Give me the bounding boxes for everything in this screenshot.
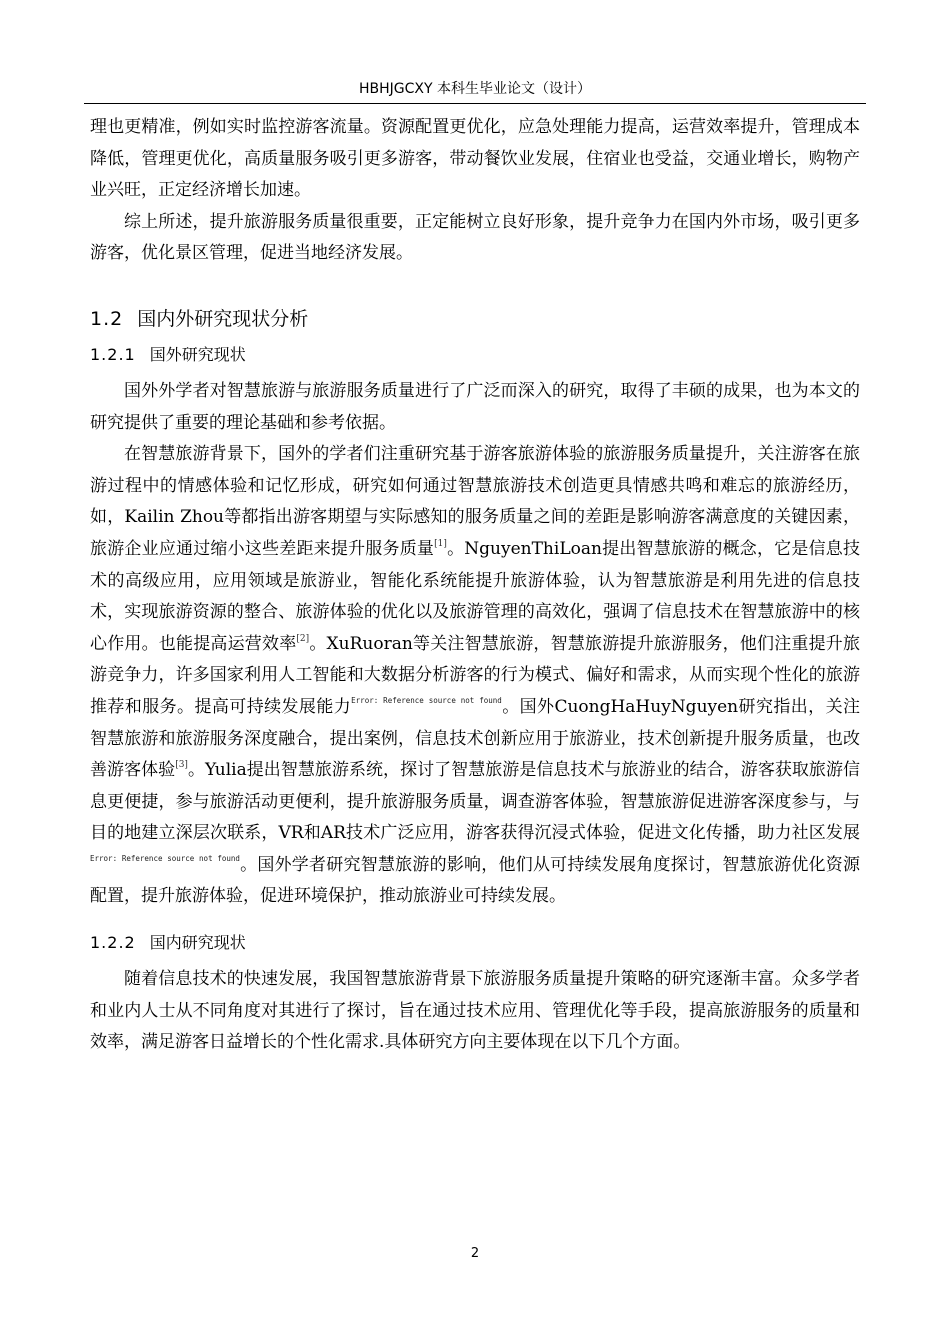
section-1-2-title: 国内外研究现状分析 [137,307,309,330]
citation-1[interactable]: [1] [434,538,447,549]
section-1-2-1-heading [90,344,860,366]
text-run: 。Yulia提出智慧旅游系统，探讨了智慧旅游是信息技术与旅游业的结合，游客获取旅游信息更便捷，参与旅游活动更便利，提升旅游服务质量，调查游客体验，智慧旅游促进游客深度参与，与目的地建立深层次联系，VR和AR技术广泛应用，游客获得沉浸式体验，促进文化传播，助力社区发展 [90,760,861,844]
text-run: 。XuRuoran等关注智慧旅游，智慧旅游提升旅游服务，他们注重提升旅游竞争力，许多国家利用人工智能和大数据分析游客的行为模式、偏好和需求，从而实现个性化的旅游推荐和服务。提高可持续发展能力 [90,633,861,717]
document-body [90,112,860,1059]
section-1-2-heading [90,307,860,331]
section-1-2-1-heading-wrap [90,344,860,366]
foreign-research-paragraph-2 [90,439,860,913]
citation-2[interactable]: [2] [296,633,310,644]
header-title: HBHJGCXY 本科生毕业论文（设计） [358,81,591,97]
reference-error-1: Error: Reference source not found [351,695,502,705]
section-1-2-2-heading [90,932,860,954]
section-1-2-2-number: 1.2.2 [90,933,136,953]
section-1-2-heading-wrap [90,307,860,331]
citation-3[interactable]: [3] [175,760,188,771]
text-run: 。NguyenThiLoan提出智慧旅游的概念，它是信息技术的高级应用，应用领域是旅游业，智能化系统能提升旅游体验，认为智慧旅游是利用先进的信息技术，实现旅游资源的整合、旅游体验的优化以及旅游管理的高效化，强调了信息技术在智慧旅游中的核心作用。也能提高运营效率 [90,538,860,654]
intro-paragraph-1: 理也更精准，例如实时监控游客流量。资源配置更优化，应急处理能力提高，运营效率提升，管理成本降低，管理更优化，高质量服务吸引更多游客，带动餐饮业发展，住宿业也受益，交通业增长，购物产业兴旺，正定经济增长加速。 [90,117,860,201]
text-run: 。国外CuongHaHuyNguyen研究指出，关注智慧旅游和旅游服务深度融合，提出案例，信息技术创新应用于旅游业，技术创新提升服务质量，也改善游客体验 [90,696,861,781]
section-1-2-2-title: 国内研究现状 [149,933,246,953]
intro-paragraph-2: 综上所述，提升旅游服务质量很重要，正定能树立良好形象，提升竞争力在国内外市场，吸引更多游客，优化景区管理，促进当地经济发展。 [90,211,860,264]
section-1-2-2-heading-wrap [90,932,860,954]
domestic-research-paragraph-1: 随着信息技术的快速发展，我国智慧旅游背景下旅游服务质量提升策略的研究逐渐丰富。众多学者和业内人士从不同角度对其进行了探讨，旨在通过技术应用、管理优化等手段，提高旅游服务的质量和效率，满足游客日益增长的个性化需求.具体研究方向主要体现在以下几个方面。 [90,969,860,1053]
foreign-research-paragraph-1: 国外外学者对智慧旅游与旅游服务质量进行了广泛而深入的研究，取得了丰硕的成果，也为本文的研究提供了重要的理论基础和参考依据。 [90,380,860,433]
header-divider [84,103,866,104]
section-1-2-1-title: 国外研究现状 [149,344,246,364]
section-1-2-number: 1.2 [90,307,124,330]
text-run: 。国外学者研究智慧旅游的影响，他们从可持续发展角度探讨，智慧旅游优化资源配置，提升旅游体验，促进环境保护，推动旅游业可持续发展。 [90,854,860,907]
page-number: 2 [470,1246,480,1261]
page-header [84,78,866,100]
section-1-2-1-number: 1.2.1 [90,344,136,364]
reference-error-2: Error: Reference source not found [90,853,240,863]
text-run: 在智慧旅游背景下，国外的学者们注重研究基于游客旅游体验的旅游服务质量提升，关注游客在旅游过程中的情感体验和记忆形成，研究如何通过智慧旅游技术创造更具情感共鸣和难忘的旅游经历，如，Kailin Zhou等都指出游客期望与实际感知的服务质量之间的差距是影响游客满意度的关键因素，旅游企业应通过缩小这些差距来提升服务质量 [90,444,860,559]
